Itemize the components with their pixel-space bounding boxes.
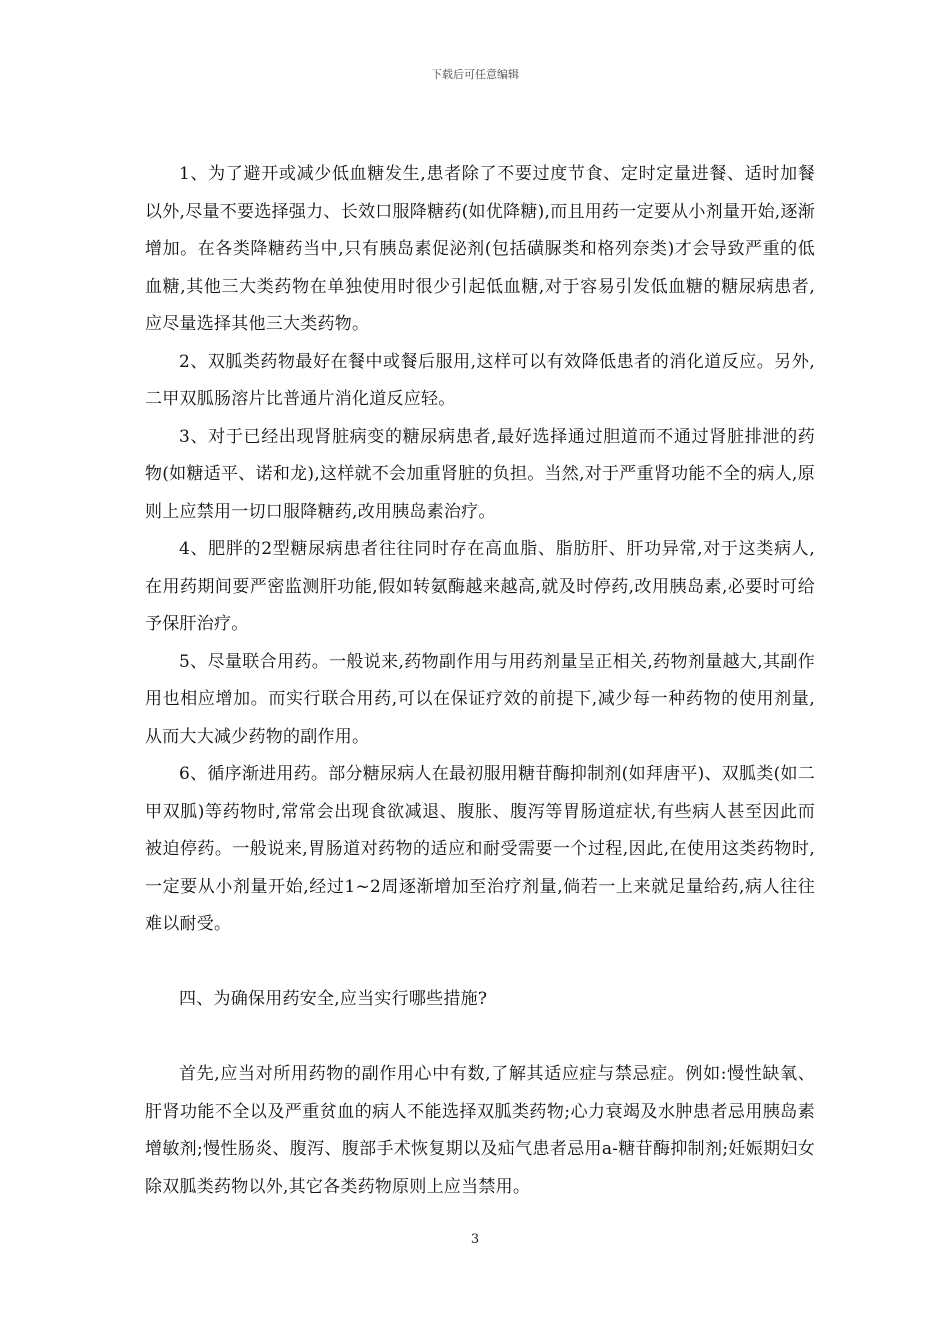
- page-header: 下载后可任意编辑: [431, 68, 519, 81]
- paragraph-6: 6、循序渐进用药。部分糖尿病人在最初服用糖苷酶抑制剂(如拜唐平)、双胍类(如二甲双胍)等药物时,常常会出现食欲减退、腹胀、腹泻等胃肠道症状,有些病人甚至因此而被迫停药。一般说来,胃肠道对药物的适应和耐受需要一个过程,因此,在使用这类药物时,一定要从小剂量开始,经过1~2周逐渐增加至治疗剂量,倘若一上来就足量给药,病人往往难以耐受。: [145, 764, 815, 934]
- document-body: [145, 156, 815, 1206]
- paragraph-3: 3、对于已经出现肾脏病变的糖尿病患者,最好选择通过胆道而不通过肾脏排泄的药物(如糖适平、诺和龙),这样就不会加重肾脏的负担。当然,对于严重肾功能不全的病人,原则上应禁用一切口服降糖药,改用胰岛素治疗。: [145, 426, 815, 522]
- page-number: 3: [470, 1232, 480, 1247]
- closing-paragraph: 首先,应当对所用药物的副作用心中有数,了解其适应症与禁忌症。例如:慢性缺氧、肝肾功能不全以及严重贫血的病人不能选择双胍类药物;心力衰竭及水肿患者忌用胰岛素增敏剂;慢性肠炎、腹泻、腹部手术恢复期以及疝气患者忌用a-糖苷酶抑制剂;妊娠期妇女除双胍类药物以外,其它各类药物原则上应当禁用。: [145, 1064, 815, 1197]
- section-heading: 四、为确保用药安全,应当实行哪些措施?: [179, 989, 488, 1009]
- paragraph-1: 1、为了避开或减少低血糖发生,患者除了不要过度节食、定时定量进餐、适时加餐以外,尽量不要选择强力、长效口服降糖药(如优降糖),而且用药一定要从小剂量开始,逐渐增加。在各类降糖药当中,只有胰岛素促泌剂(包括磺脲类和格列奈类)才会导致严重的低血糖,其他三大类药物在单独使用时很少引起低血糖,对于容易引发低血糖的糖尿病患者,应尽量选择其他三大类药物。: [145, 164, 815, 334]
- paragraph-5: 5、尽量联合用药。一般说来,药物副作用与用药剂量呈正相关,药物剂量越大,其副作用也相应增加。而实行联合用药,可以在保证疗效的前提下,减少每一种药物的使用剂量,从而大大减少药物的副作用。: [145, 651, 815, 747]
- paragraph-4: 4、肥胖的2型糖尿病患者往往同时存在高血脂、脂肪肝、肝功异常,对于这类病人,在用药期间要严密监测肝功能,假如转氨酶越来越高,就及时停药,改用胰岛素,必要时可给予保肝治疗。: [145, 539, 815, 634]
- paragraph-2: 2、双胍类药物最好在餐中或餐后服用,这样可以有效降低患者的消化道反应。另外,二甲双胍肠溶片比普通片消化道反应轻。: [145, 351, 815, 409]
